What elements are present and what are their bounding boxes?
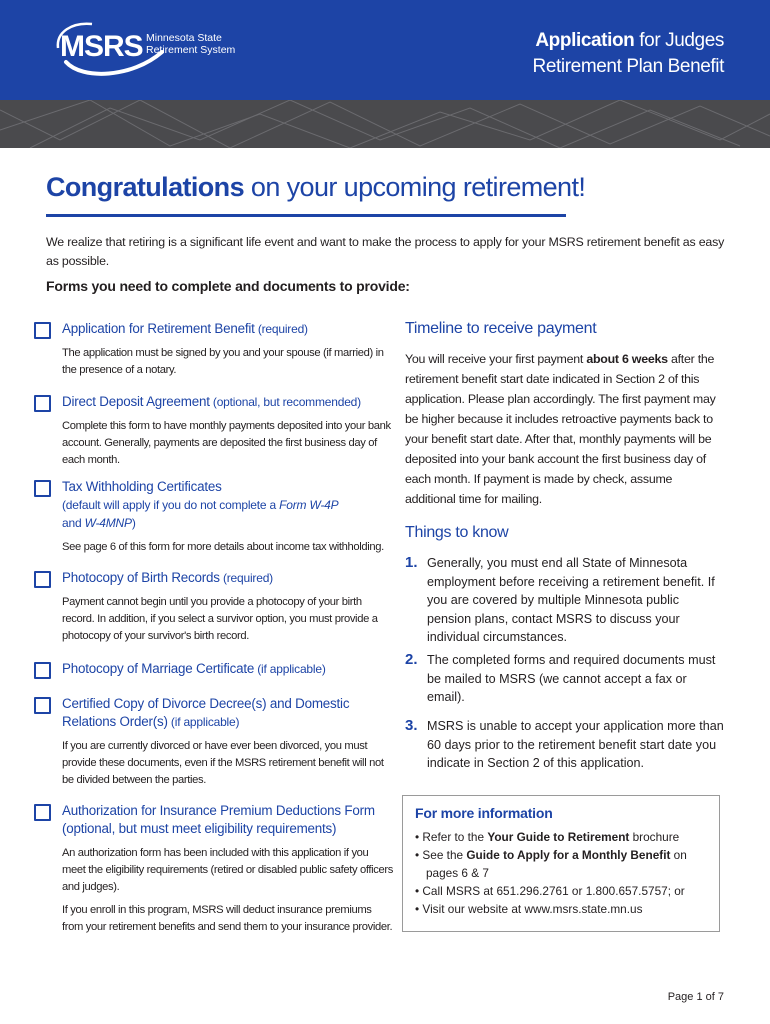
thing-number: 2. (405, 651, 418, 668)
checklist-item-divorce-decree (34, 695, 394, 789)
item-title-text: Photocopy of Marriage Certificate (62, 661, 255, 676)
thing-item-1 (405, 554, 725, 647)
thing-text: Generally, you must end all State of Minnesota employment before receiving a retirement benefit. If you are covered by multiple Minnesota public pension plans, contact MSRS to discuss your individual circumstances. (427, 556, 715, 644)
item-title (62, 695, 394, 731)
item-note: (default will apply if you do not complete a (62, 498, 280, 512)
timeline-text-1: You will receive your first payment (405, 352, 587, 366)
item-description: Payment cannot begin until you provide a photocopy of your birth record. In addition, if you select a survivor option, you must provide a photocopy of your survivor's birth record. (62, 596, 378, 642)
more-info-heading: For more information (415, 805, 553, 821)
item-title: Authorization for Insurance Premium Deductions Form (optional, but must meet eligibility requirements) (62, 803, 375, 836)
more-info-item: • Call MSRS at 651.296.2761 or 1.800.657.5757; or (415, 884, 685, 898)
logo-sub-line1: Minnesota State (146, 32, 222, 44)
item-note: (if applicable) (254, 662, 326, 676)
timeline-text-2: after the retirement benefit start date indicated in Section 2 of this application. Please plan accordingly. The first payment may be higher because it includes retroactive payments back to your benefit start date. After that, monthly payments will be deposited into your bank account the first business day of each month. If payment is made by check, assume additional time for mailing. (405, 352, 716, 506)
checkbox[interactable] (34, 480, 51, 497)
item-title-text: Application for Retirement Benefit (62, 321, 255, 336)
more-info-list (415, 828, 715, 918)
checklist-item-marriage-certificate (34, 660, 394, 678)
item-note: (optional, but recommended) (209, 395, 361, 409)
checklist-item-insurance-authorization (34, 802, 394, 936)
item-note-2: and (62, 516, 85, 530)
checkbox[interactable] (34, 322, 51, 339)
form-w4p-ref: Form W-4P (279, 498, 339, 512)
title-rest-text: on your upcoming retirement! (244, 172, 586, 202)
item-note: (if applicable) (167, 715, 240, 729)
thing-number: 3. (405, 717, 418, 734)
item-title-text: Direct Deposit Agreement (62, 394, 210, 409)
item-description: An authorization form has been included with this application if you meet the eligibility requirements (retired or disabled public safety officers and judges). (62, 847, 394, 893)
more-info-item: • See the Guide to Apply for a Monthly Benefit on pages 6 & 7 (415, 848, 687, 880)
item-description: If you are currently divorced or have ever been divorced, you must provide these documents, even if the MSRS retirement benefit will not be divided between the parties. (62, 740, 384, 786)
thing-item-2 (405, 651, 725, 707)
timeline-paragraph (405, 349, 725, 509)
item-title (62, 393, 394, 411)
item-title (62, 660, 394, 678)
checklist-item-birth-records (34, 569, 394, 645)
forms-heading: Forms you need to complete and documents to provide: (46, 278, 410, 294)
page-title (46, 172, 585, 203)
item-note: (required) (219, 571, 273, 585)
checkbox[interactable] (34, 697, 51, 714)
item-title (62, 569, 394, 587)
item-title (62, 478, 394, 532)
page-number: Page 1 of 7 (667, 991, 724, 1003)
thing-number: 1. (405, 554, 418, 571)
checklist-item-application (34, 320, 394, 379)
more-info-item: • Refer to the Your Guide to Retirement brochure (415, 830, 680, 844)
header-bar (0, 0, 770, 100)
thing-item-3 (405, 717, 725, 773)
logo-sub-line2: Retirement System (146, 44, 236, 56)
item-note-close: ) (131, 516, 136, 530)
title-underline (46, 214, 566, 217)
checklist-item-tax-withholding (34, 478, 394, 556)
title-bold: Application (535, 30, 635, 51)
guide-to-retirement-ref: Your Guide to Retirement (487, 830, 630, 844)
checkbox[interactable] (34, 662, 51, 679)
intro-paragraph: We realize that retiring is a significant life event and want to make the process to apply for your MSRS retirement benefit as easy as possible. (46, 235, 725, 268)
checklist-item-direct-deposit (34, 393, 394, 469)
thing-text: The completed forms and required documents must be mailed to MSRS (we cannot accept a fax or email). (427, 653, 716, 704)
checkbox[interactable] (34, 804, 51, 821)
item-note: (required) (254, 322, 308, 336)
guide-to-apply-ref: Guide to Apply for a Monthly Benefit (466, 848, 671, 862)
timeline-emphasis: about 6 weeks (586, 352, 668, 366)
item-title-text: Certified Copy of Divorce Decree(s) and Domestic Relations Order(s) (62, 696, 350, 729)
things-heading: Things to know (405, 524, 509, 541)
more-info-item: • Visit our website at www.msrs.state.mn.us (415, 902, 643, 916)
timeline-heading: Timeline to receive payment (405, 320, 597, 337)
decorative-band (0, 100, 770, 148)
item-description: Complete this form to have monthly payments deposited into your bank account. Generally, payments are deposited the first business day of each month. (62, 420, 391, 466)
item-title-text: Tax Withholding Certificates (62, 479, 222, 494)
item-description: The application must be signed by you and your spouse (if married) in the presence of a notary. (62, 347, 384, 376)
title-rest: for Judges (634, 30, 724, 51)
item-title (62, 320, 394, 338)
checkbox[interactable] (34, 571, 51, 588)
logo-subtitle (146, 32, 235, 56)
thing-text: MSRS is unable to accept your application more than 60 days prior to the retirement benefit start date you indicate in Section 2 of this application. (427, 719, 724, 770)
logo-text: MSRS (60, 30, 143, 63)
item-description: See page 6 of this form for more details about income tax withholding. (62, 541, 384, 553)
form-w4mnp-ref: W-4MNP (84, 516, 132, 530)
item-title-text: Photocopy of Birth Records (62, 570, 220, 585)
more-info-box (402, 795, 720, 932)
application-title (533, 28, 724, 80)
title-congratulations: Congratulations (46, 172, 244, 202)
title-subtitle: Retirement Plan Benefit (532, 56, 724, 77)
checkbox[interactable] (34, 395, 51, 412)
item-description-2: If you enroll in this program, MSRS will deduct insurance premiums from your retirement benefits and send them to your insurance provider. (62, 904, 393, 933)
